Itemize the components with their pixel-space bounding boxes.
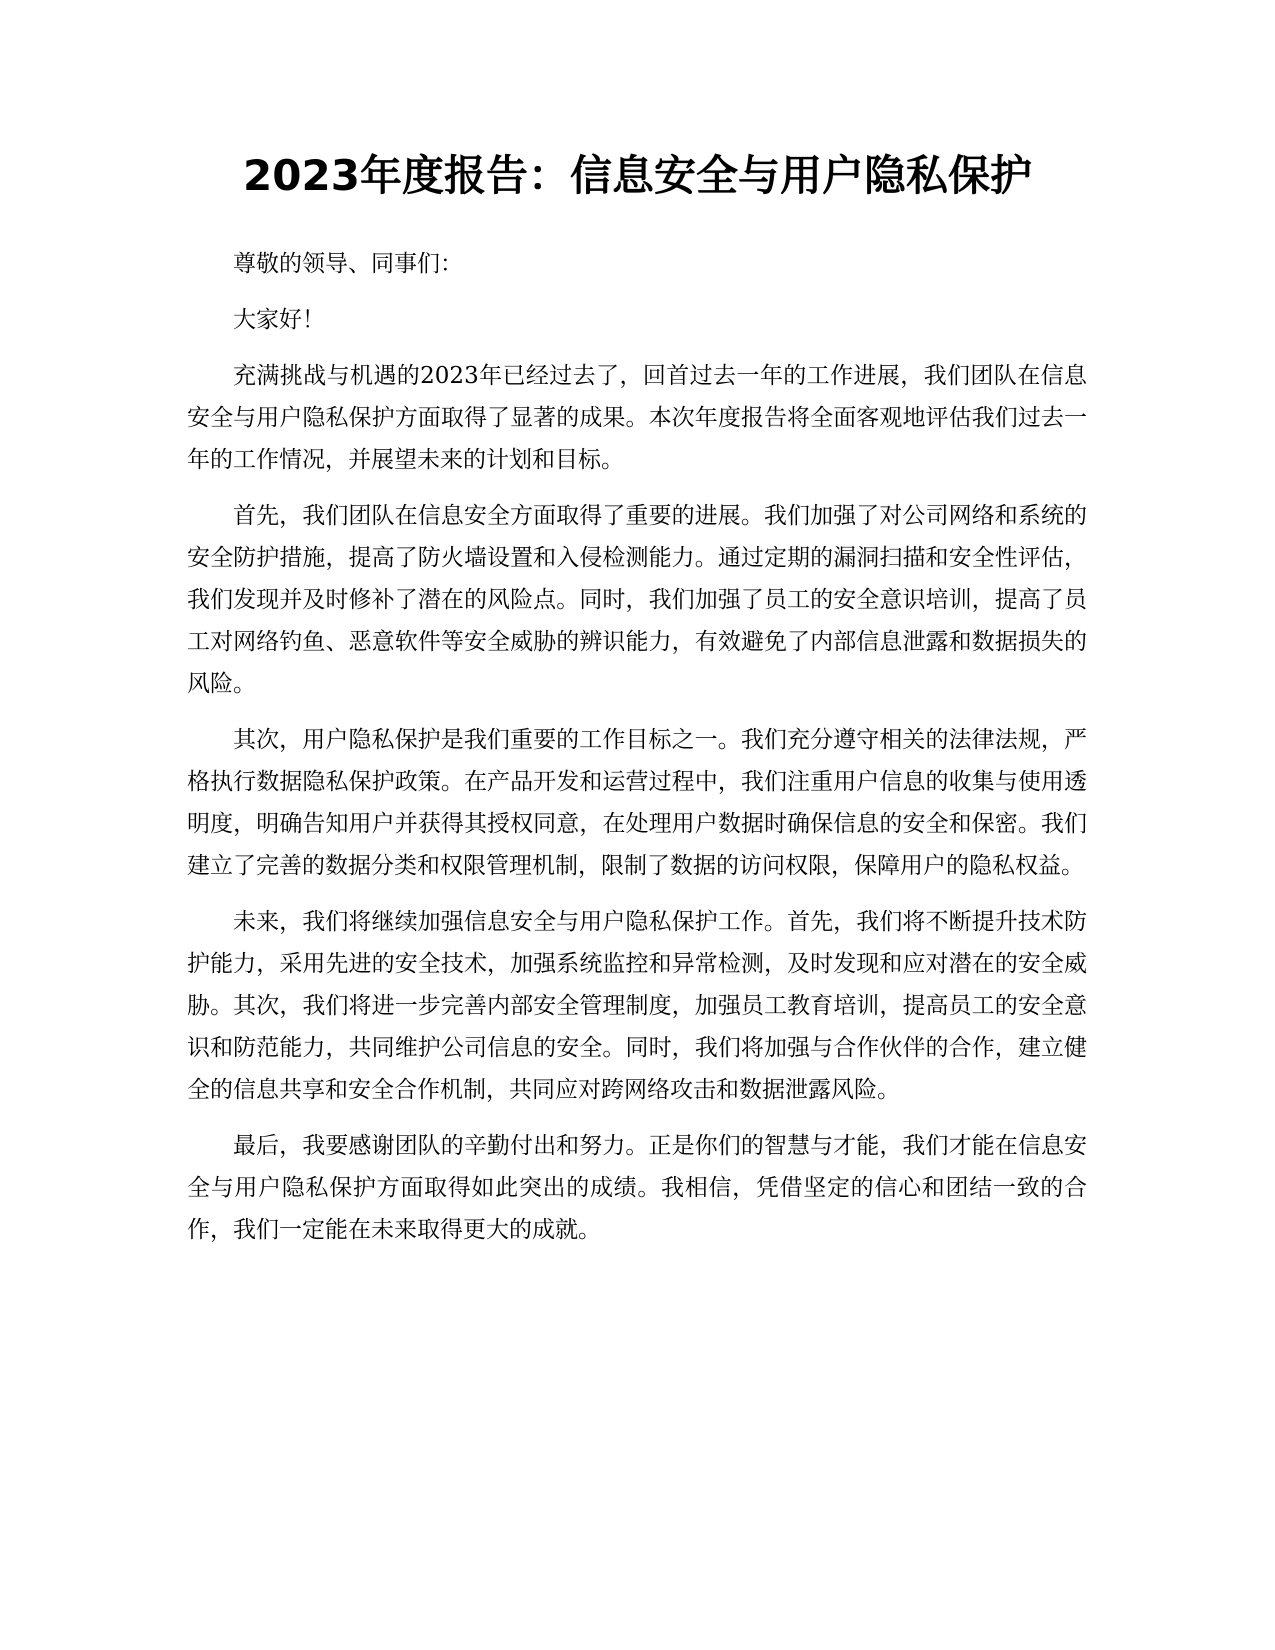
paragraph-intro: 充满挑战与机遇的2023年已经过去了，回首过去一年的工作进展，我们团队在信息安全与用户隐私保护方面取得了显著的成果。本次年度报告将全面客观地评估我们过去一年的工作情况，并展望未来的计划和目标。 — [187, 363, 1087, 473]
page-title: 2023年度报告：信息安全与用户隐私保护 — [243, 151, 1032, 200]
greeting: 大家好！ — [233, 307, 325, 333]
document-body — [187, 243, 1087, 1265]
paragraph-future-plans: 未来，我们将继续加强信息安全与用户隐私保护工作。首先，我们将不断提升技术防护能力，采用先进的安全技术，加强系统监控和异常检测，及时发现和应对潜在的安全威胁。其次，我们将进一步完善内部安全管理制度，加强员工教育培训，提高员工的安全意识和防范能力，共同维护公司信息的安全。同时，我们将加强与合作伙伴的合作，建立健全的信息共享和安全合作机制，共同应对跨网络攻击和数据泄露风险。 — [187, 909, 1087, 1103]
salutation: 尊敬的领导、同事们： — [233, 251, 463, 277]
paragraph-user-privacy: 其次，用户隐私保护是我们重要的工作目标之一。我们充分遵守相关的法律法规，严格执行数据隐私保护政策。在产品开发和运营过程中，我们注重用户信息的收集与使用透明度，明确告知用户并获得其授权同意，在处理用户数据时确保信息的安全和保密。我们建立了完善的数据分类和权限管理机制，限制了数据的访问权限，保障用户的隐私权益。 — [187, 727, 1087, 879]
paragraph-information-security: 首先，我们团队在信息安全方面取得了重要的进展。我们加强了对公司网络和系统的安全防护措施，提高了防火墙设置和入侵检测能力。通过定期的漏洞扫描和安全性评估，我们发现并及时修补了潜在的风险点。同时，我们加强了员工的安全意识培训，提高了员工对网络钓鱼、恶意软件等安全威胁的辨识能力，有效避免了内部信息泄露和数据损失的风险。 — [187, 503, 1087, 697]
paragraph-closing: 最后，我要感谢团队的辛勤付出和努力。正是你们的智慧与才能，我们才能在信息安全与用户隐私保护方面取得如此突出的成绩。我相信，凭借坚定的信心和团结一致的合作，我们一定能在未来取得更大的成就。 — [187, 1133, 1087, 1243]
